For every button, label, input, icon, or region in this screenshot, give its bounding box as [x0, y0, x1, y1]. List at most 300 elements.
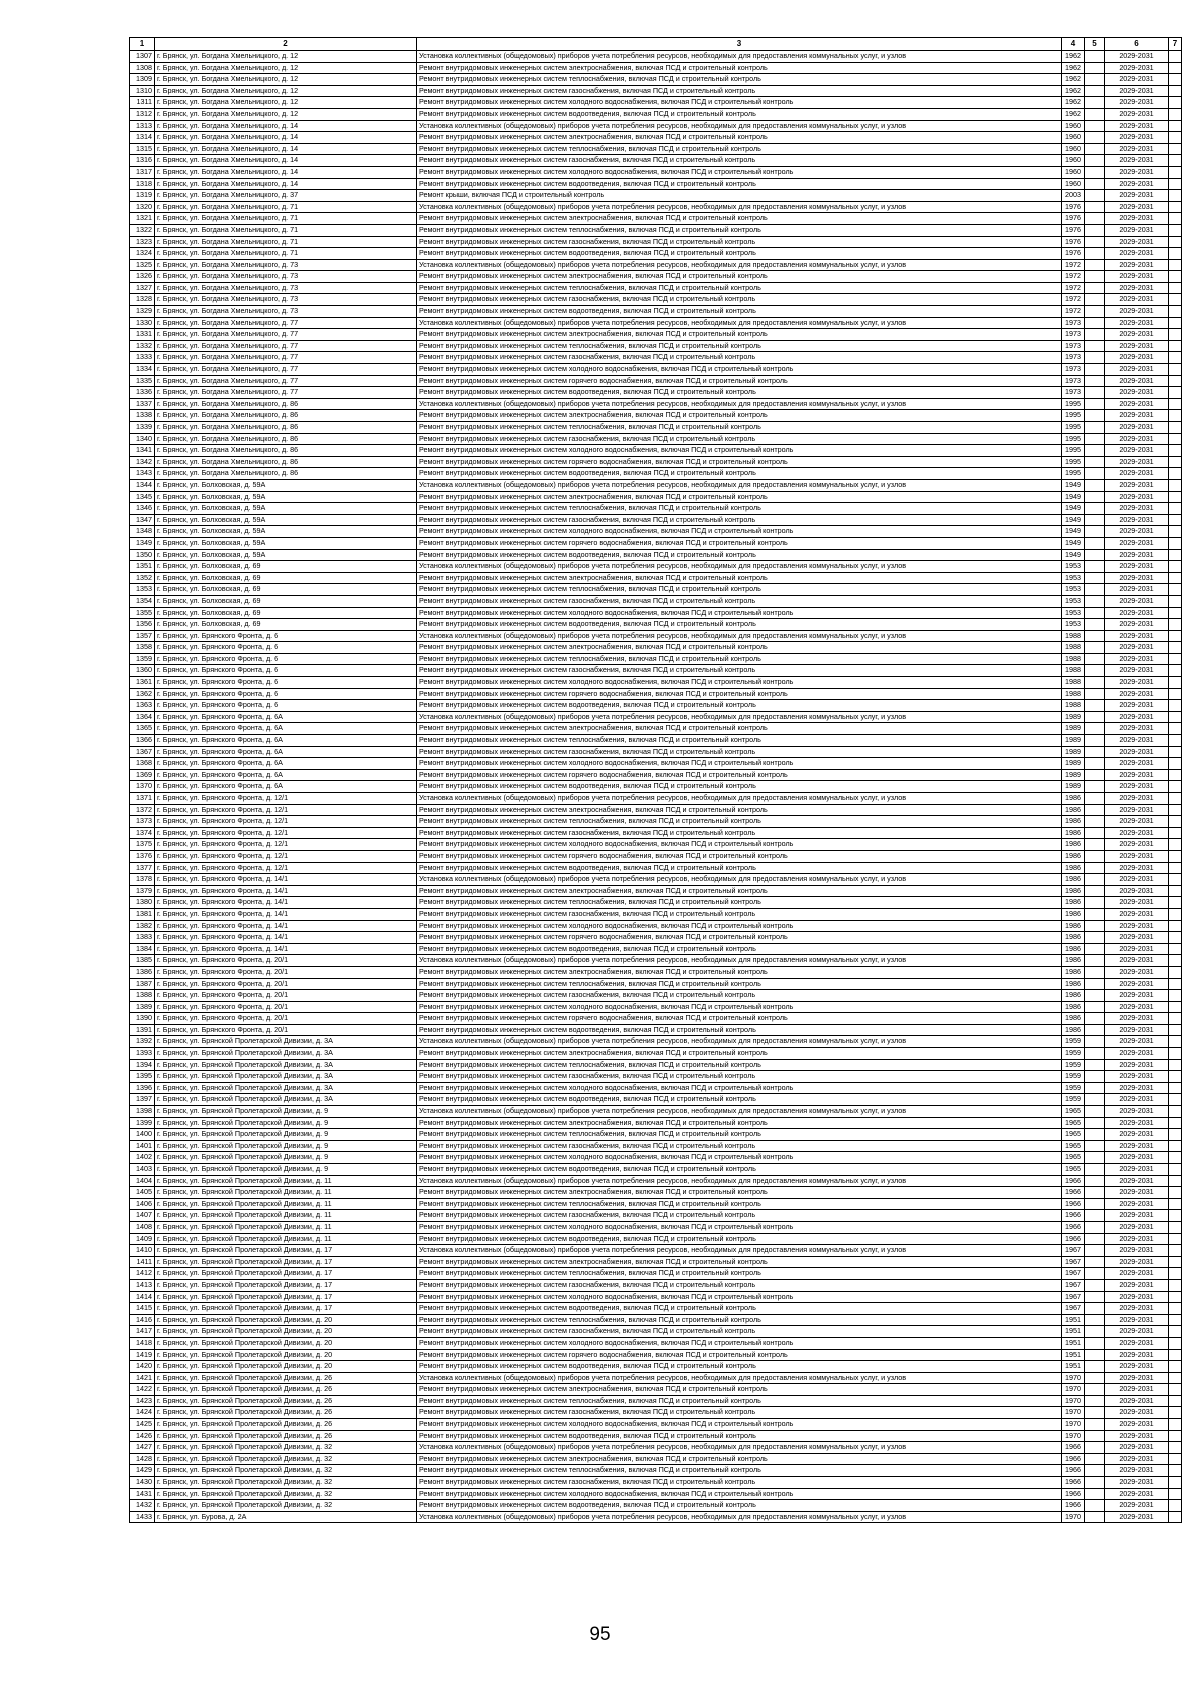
- work-type: Ремонт внутридомовых инженерных систем водоотведения, включая ПСД и строительный контроль: [417, 943, 1062, 955]
- work-type: Ремонт внутридомовых инженерных систем водоотведения, включая ПСД и строительный контроль: [417, 781, 1062, 793]
- table-row: [130, 1442, 1182, 1454]
- table-row: [130, 1164, 1182, 1176]
- row-number: 1348: [130, 526, 155, 538]
- year-built: 1959: [1062, 1071, 1085, 1083]
- year-built: 1962: [1062, 74, 1085, 86]
- row-number: 1310: [130, 85, 155, 97]
- cell-col-7: [1169, 1164, 1182, 1176]
- work-type: Ремонт внутридомовых инженерных систем водоотведения, включая ПСД и строительный контроль: [417, 1233, 1062, 1245]
- row-number: 1399: [130, 1117, 155, 1129]
- work-type: Ремонт внутридомовых инженерных систем холодного водоснабжения, включая ПСД и строительный контроль: [417, 1291, 1062, 1303]
- work-type: Ремонт внутридомовых инженерных систем газоснабжения, включая ПСД и строительный контроль: [417, 294, 1062, 306]
- address: г. Брянск, ул. Богдана Хмельницкого, д. 77: [155, 329, 417, 341]
- cell-col-7: [1169, 1477, 1182, 1489]
- cell-col-5: [1085, 1129, 1105, 1141]
- period: 2029-2031: [1105, 1221, 1169, 1233]
- address: г. Брянск, ул. Богдана Хмельницкого, д. 71: [155, 224, 417, 236]
- cell-col-5: [1085, 1013, 1105, 1025]
- address: г. Брянск, ул. Богдана Хмельницкого, д. 73: [155, 306, 417, 318]
- cell-col-7: [1169, 1303, 1182, 1315]
- row-number: 1363: [130, 700, 155, 712]
- period: 2029-2031: [1105, 677, 1169, 689]
- repair-schedule-table: [129, 37, 1182, 1523]
- cell-col-5: [1085, 908, 1105, 920]
- table-row: [130, 1198, 1182, 1210]
- address: г. Брянск, ул. Брянской Пролетарской Дивизии, д. 9: [155, 1140, 417, 1152]
- row-number: 1366: [130, 735, 155, 747]
- cell-col-5: [1085, 793, 1105, 805]
- period: 2029-2031: [1105, 445, 1169, 457]
- cell-col-7: [1169, 1465, 1182, 1477]
- cell-col-5: [1085, 1279, 1105, 1291]
- row-number: 1388: [130, 990, 155, 1002]
- year-built: 1973: [1062, 352, 1085, 364]
- year-built: 1976: [1062, 213, 1085, 225]
- work-type: Ремонт внутридомовых инженерных систем газоснабжения, включая ПСД и строительный контроль: [417, 1407, 1062, 1419]
- address: г. Брянск, ул. Брянской Пролетарской Дивизии, д. 11: [155, 1210, 417, 1222]
- row-number: 1393: [130, 1048, 155, 1060]
- cell-col-7: [1169, 804, 1182, 816]
- address: г. Брянск, ул. Брянского Фронта, д. 6А: [155, 735, 417, 747]
- work-type: Ремонт внутридомовых инженерных систем газоснабжения, включая ПСД и строительный контроль: [417, 1326, 1062, 1338]
- year-built: 1962: [1062, 62, 1085, 74]
- work-type: Ремонт внутридомовых инженерных систем водоотведения, включая ПСД и строительный контроль: [417, 1500, 1062, 1512]
- table-row: [130, 1256, 1182, 1268]
- cell-col-7: [1169, 1036, 1182, 1048]
- table-row: [130, 97, 1182, 109]
- work-type: Установка коллективных (общедомовых) приборов учета потребления ресурсов, необходимых для предоставления коммунальных услуг, и узлов: [417, 1106, 1062, 1118]
- cell-col-7: [1169, 1430, 1182, 1442]
- cell-col-5: [1085, 410, 1105, 422]
- row-number: 1374: [130, 827, 155, 839]
- year-built: 1966: [1062, 1488, 1085, 1500]
- cell-col-5: [1085, 1442, 1105, 1454]
- period: 2029-2031: [1105, 572, 1169, 584]
- table-row: [130, 166, 1182, 178]
- cell-col-7: [1169, 908, 1182, 920]
- cell-col-5: [1085, 1082, 1105, 1094]
- table-header-row: [130, 38, 1182, 51]
- address: г. Брянск, ул. Брянского Фронта, д. 12/1: [155, 850, 417, 862]
- period: 2029-2031: [1105, 1129, 1169, 1141]
- cell-col-7: [1169, 445, 1182, 457]
- row-number: 1391: [130, 1024, 155, 1036]
- cell-col-5: [1085, 735, 1105, 747]
- work-type: Ремонт внутридомовых инженерных систем водоотведения, включая ПСД и строительный контроль: [417, 108, 1062, 120]
- address: г. Брянск, ул. Брянского Фронта, д. 14/1: [155, 932, 417, 944]
- period: 2029-2031: [1105, 1430, 1169, 1442]
- table-row: [130, 862, 1182, 874]
- work-type: Ремонт внутридомовых инженерных систем теплоснабжения, включая ПСД и строительный контроль: [417, 1129, 1062, 1141]
- address: г. Брянск, ул. Брянского Фронта, д. 20/1: [155, 955, 417, 967]
- work-type: Ремонт внутридомовых инженерных систем газоснабжения, включая ПСД и строительный контроль: [417, 665, 1062, 677]
- table-row: [130, 294, 1182, 306]
- cell-col-7: [1169, 178, 1182, 190]
- cell-col-7: [1169, 688, 1182, 700]
- table-row: [130, 108, 1182, 120]
- row-number: 1395: [130, 1071, 155, 1083]
- row-number: 1354: [130, 595, 155, 607]
- work-type: Установка коллективных (общедомовых) приборов учета потребления ресурсов, необходимых для предоставления коммунальных услуг, и узлов: [417, 479, 1062, 491]
- period: 2029-2031: [1105, 248, 1169, 260]
- work-type: Ремонт внутридомовых инженерных систем водоотведения, включая ПСД и строительный контроль: [417, 468, 1062, 480]
- period: 2029-2031: [1105, 178, 1169, 190]
- work-type: Установка коллективных (общедомовых) приборов учета потребления ресурсов, необходимых для предоставления коммунальных услуг, и узлов: [417, 120, 1062, 132]
- table-row: [130, 897, 1182, 909]
- address: г. Брянск, ул. Богдана Хмельницкого, д. 71: [155, 236, 417, 248]
- cell-col-5: [1085, 201, 1105, 213]
- year-built: 1986: [1062, 943, 1085, 955]
- table-row: [130, 630, 1182, 642]
- period: 2029-2031: [1105, 595, 1169, 607]
- work-type: Ремонт внутридомовых инженерных систем водоотведения, включая ПСД и строительный контроль: [417, 306, 1062, 318]
- cell-col-5: [1085, 746, 1105, 758]
- work-type: Ремонт внутридомовых инженерных систем горячего водоснабжения, включая ПСД и строительный контроль: [417, 1349, 1062, 1361]
- work-type: Ремонт внутридомовых инженерных систем теплоснабжения, включая ПСД и строительный контроль: [417, 978, 1062, 990]
- address: г. Брянск, ул. Брянской Пролетарской Дивизии, д. 17: [155, 1256, 417, 1268]
- table-row: [130, 120, 1182, 132]
- row-number: 1344: [130, 479, 155, 491]
- cell-col-7: [1169, 642, 1182, 654]
- address: г. Брянск, ул. Брянского Фронта, д. 6А: [155, 769, 417, 781]
- year-built: 1965: [1062, 1164, 1085, 1176]
- year-built: 1966: [1062, 1453, 1085, 1465]
- table-row: [130, 1488, 1182, 1500]
- address: г. Брянск, ул. Богдана Хмельницкого, д. 86: [155, 468, 417, 480]
- address: г. Брянск, ул. Брянской Пролетарской Дивизии, д. 26: [155, 1419, 417, 1431]
- year-built: 1989: [1062, 781, 1085, 793]
- work-type: Ремонт внутридомовых инженерных систем холодного водоснабжения, включая ПСД и строительный контроль: [417, 758, 1062, 770]
- year-built: 1989: [1062, 723, 1085, 735]
- year-built: 1986: [1062, 990, 1085, 1002]
- year-built: 1973: [1062, 364, 1085, 376]
- work-type: Ремонт внутридомовых инженерных систем теплоснабжения, включая ПСД и строительный контроль: [417, 1314, 1062, 1326]
- table-row: [130, 537, 1182, 549]
- cell-col-5: [1085, 549, 1105, 561]
- row-number: 1384: [130, 943, 155, 955]
- row-number: 1325: [130, 259, 155, 271]
- period: 2029-2031: [1105, 920, 1169, 932]
- year-built: 1970: [1062, 1372, 1085, 1384]
- period: 2029-2031: [1105, 97, 1169, 109]
- address: г. Брянск, ул. Брянской Пролетарской Дивизии, д. 3А: [155, 1036, 417, 1048]
- period: 2029-2031: [1105, 201, 1169, 213]
- cell-col-7: [1169, 410, 1182, 422]
- cell-col-5: [1085, 1511, 1105, 1523]
- cell-col-5: [1085, 514, 1105, 526]
- work-type: Ремонт внутридомовых инженерных систем водоотведения, включая ПСД и строительный контроль: [417, 700, 1062, 712]
- cell-col-7: [1169, 514, 1182, 526]
- column-header-2: 2: [155, 38, 417, 51]
- year-built: 1986: [1062, 1024, 1085, 1036]
- period: 2029-2031: [1105, 468, 1169, 480]
- address: г. Брянск, ул. Болховская, д. 59А: [155, 549, 417, 561]
- period: 2029-2031: [1105, 619, 1169, 631]
- cell-col-7: [1169, 850, 1182, 862]
- cell-col-5: [1085, 1152, 1105, 1164]
- address: г. Брянск, ул. Брянского Фронта, д. 20/1: [155, 966, 417, 978]
- table-row: [130, 224, 1182, 236]
- page-number: 95: [589, 1624, 611, 1645]
- table-row: [130, 607, 1182, 619]
- cell-col-5: [1085, 1245, 1105, 1257]
- cell-col-5: [1085, 1314, 1105, 1326]
- period: 2029-2031: [1105, 1024, 1169, 1036]
- address: г. Брянск, ул. Богдана Хмельницкого, д. 14: [155, 178, 417, 190]
- work-type: Установка коллективных (общедомовых) приборов учета потребления ресурсов, необходимых для предоставления коммунальных услуг, и узлов: [417, 561, 1062, 573]
- row-number: 1426: [130, 1430, 155, 1442]
- cell-col-5: [1085, 1303, 1105, 1315]
- cell-col-7: [1169, 503, 1182, 515]
- period: 2029-2031: [1105, 259, 1169, 271]
- cell-col-5: [1085, 758, 1105, 770]
- cell-col-5: [1085, 1256, 1105, 1268]
- year-built: 1995: [1062, 433, 1085, 445]
- cell-col-5: [1085, 132, 1105, 144]
- column-header-5: 5: [1085, 38, 1105, 51]
- row-number: 1397: [130, 1094, 155, 1106]
- table-row: [130, 758, 1182, 770]
- cell-col-7: [1169, 978, 1182, 990]
- year-built: 1966: [1062, 1210, 1085, 1222]
- cell-col-7: [1169, 236, 1182, 248]
- address: г. Брянск, ул. Брянской Пролетарской Дивизии, д. 3А: [155, 1048, 417, 1060]
- cell-col-5: [1085, 723, 1105, 735]
- address: г. Брянск, ул. Брянского Фронта, д. 20/1: [155, 1024, 417, 1036]
- table-row: [130, 329, 1182, 341]
- cell-col-7: [1169, 1024, 1182, 1036]
- year-built: 1966: [1062, 1198, 1085, 1210]
- table-row: [130, 422, 1182, 434]
- work-type: Установка коллективных (общедомовых) приборов учета потребления ресурсов, необходимых для предоставления коммунальных услуг, и узлов: [417, 1245, 1062, 1257]
- period: 2029-2031: [1105, 1001, 1169, 1013]
- row-number: 1406: [130, 1198, 155, 1210]
- work-type: Установка коллективных (общедомовых) приборов учета потребления ресурсов, необходимых для предоставления коммунальных услуг, и узлов: [417, 51, 1062, 63]
- table-row: [130, 943, 1182, 955]
- table-row: [130, 1453, 1182, 1465]
- row-number: 1368: [130, 758, 155, 770]
- cell-col-5: [1085, 62, 1105, 74]
- row-number: 1362: [130, 688, 155, 700]
- row-number: 1338: [130, 410, 155, 422]
- year-built: 1953: [1062, 607, 1085, 619]
- cell-col-7: [1169, 398, 1182, 410]
- cell-col-7: [1169, 897, 1182, 909]
- period: 2029-2031: [1105, 1210, 1169, 1222]
- period: 2029-2031: [1105, 793, 1169, 805]
- year-built: 1973: [1062, 329, 1085, 341]
- row-number: 1349: [130, 537, 155, 549]
- period: 2029-2031: [1105, 1279, 1169, 1291]
- year-built: 1986: [1062, 1001, 1085, 1013]
- cell-col-7: [1169, 1279, 1182, 1291]
- table-row: [130, 1349, 1182, 1361]
- cell-col-5: [1085, 456, 1105, 468]
- cell-col-7: [1169, 201, 1182, 213]
- row-number: 1331: [130, 329, 155, 341]
- year-built: 1986: [1062, 827, 1085, 839]
- row-number: 1407: [130, 1210, 155, 1222]
- cell-col-5: [1085, 885, 1105, 897]
- period: 2029-2031: [1105, 688, 1169, 700]
- address: г. Брянск, ул. Богдана Хмельницкого, д. 77: [155, 364, 417, 376]
- period: 2029-2031: [1105, 862, 1169, 874]
- work-type: Ремонт внутридомовых инженерных систем водоотведения, включая ПСД и строительный контроль: [417, 1303, 1062, 1315]
- year-built: 1967: [1062, 1268, 1085, 1280]
- work-type: Ремонт внутридомовых инженерных систем электроснабжения, включая ПСД и строительный контроль: [417, 966, 1062, 978]
- year-built: 1986: [1062, 955, 1085, 967]
- period: 2029-2031: [1105, 1303, 1169, 1315]
- table-row: [130, 74, 1182, 86]
- year-built: 1967: [1062, 1291, 1085, 1303]
- cell-col-7: [1169, 51, 1182, 63]
- address: г. Брянск, ул. Брянского Фронта, д. 6: [155, 653, 417, 665]
- table-row: [130, 1129, 1182, 1141]
- cell-col-5: [1085, 874, 1105, 886]
- period: 2029-2031: [1105, 364, 1169, 376]
- address: г. Брянск, ул. Богдана Хмельницкого, д. 12: [155, 51, 417, 63]
- cell-col-5: [1085, 1291, 1105, 1303]
- year-built: 1972: [1062, 294, 1085, 306]
- table-row: [130, 1106, 1182, 1118]
- row-number: 1422: [130, 1384, 155, 1396]
- year-built: 1962: [1062, 85, 1085, 97]
- column-header-3: 3: [417, 38, 1062, 51]
- cell-col-7: [1169, 1291, 1182, 1303]
- address: г. Брянск, ул. Болховская, д. 59А: [155, 537, 417, 549]
- work-type: Ремонт внутридомовых инженерных систем холодного водоснабжения, включая ПСД и строительный контроль: [417, 677, 1062, 689]
- period: 2029-2031: [1105, 1372, 1169, 1384]
- work-type: Ремонт внутридомовых инженерных систем электроснабжения, включая ПСД и строительный контроль: [417, 1384, 1062, 1396]
- period: 2029-2031: [1105, 1164, 1169, 1176]
- year-built: 1959: [1062, 1094, 1085, 1106]
- work-type: Ремонт внутридомовых инженерных систем теплоснабжения, включая ПСД и строительный контроль: [417, 422, 1062, 434]
- address: г. Брянск, ул. Богдана Хмельницкого, д. 86: [155, 433, 417, 445]
- year-built: 1995: [1062, 422, 1085, 434]
- work-type: Ремонт внутридомовых инженерных систем горячего водоснабжения, включая ПСД и строительный контроль: [417, 375, 1062, 387]
- year-built: 1951: [1062, 1337, 1085, 1349]
- work-type: Ремонт внутридомовых инженерных систем электроснабжения, включая ПСД и строительный контроль: [417, 1187, 1062, 1199]
- year-built: 1959: [1062, 1048, 1085, 1060]
- work-type: Ремонт внутридомовых инженерных систем теплоснабжения, включая ПСД и строительный контроль: [417, 1465, 1062, 1477]
- cell-col-5: [1085, 572, 1105, 584]
- address: г. Брянск, ул. Богдана Хмельницкого, д. 73: [155, 259, 417, 271]
- address: г. Брянск, ул. Болховская, д. 69: [155, 619, 417, 631]
- cell-col-7: [1169, 62, 1182, 74]
- address: г. Брянск, ул. Богдана Хмельницкого, д. 12: [155, 62, 417, 74]
- cell-col-7: [1169, 479, 1182, 491]
- row-number: 1424: [130, 1407, 155, 1419]
- row-number: 1425: [130, 1419, 155, 1431]
- work-type: Ремонт внутридомовых инженерных систем теплоснабжения, включая ПСД и строительный контроль: [417, 143, 1062, 155]
- address: г. Брянск, ул. Брянского Фронта, д. 12/1: [155, 862, 417, 874]
- year-built: 1953: [1062, 584, 1085, 596]
- cell-col-7: [1169, 1071, 1182, 1083]
- year-built: 1995: [1062, 410, 1085, 422]
- table-row: [130, 1268, 1182, 1280]
- cell-col-5: [1085, 1453, 1105, 1465]
- work-type: Ремонт внутридомовых инженерных систем газоснабжения, включая ПСД и строительный контроль: [417, 433, 1062, 445]
- table-row: [130, 1059, 1182, 1071]
- period: 2029-2031: [1105, 897, 1169, 909]
- cell-col-5: [1085, 677, 1105, 689]
- cell-col-5: [1085, 966, 1105, 978]
- period: 2029-2031: [1105, 1326, 1169, 1338]
- cell-col-7: [1169, 166, 1182, 178]
- period: 2029-2031: [1105, 1094, 1169, 1106]
- year-built: 1995: [1062, 468, 1085, 480]
- address: г. Брянск, ул. Брянской Пролетарской Дивизии, д. 9: [155, 1152, 417, 1164]
- period: 2029-2031: [1105, 503, 1169, 515]
- cell-col-7: [1169, 97, 1182, 109]
- period: 2029-2031: [1105, 375, 1169, 387]
- address: г. Брянск, ул. Брянского Фронта, д. 6А: [155, 746, 417, 758]
- table-row: [130, 781, 1182, 793]
- period: 2029-2031: [1105, 352, 1169, 364]
- table-row: [130, 1372, 1182, 1384]
- year-built: 1972: [1062, 259, 1085, 271]
- row-number: 1337: [130, 398, 155, 410]
- table-row: [130, 990, 1182, 1002]
- row-number: 1359: [130, 653, 155, 665]
- table-row: [130, 1140, 1182, 1152]
- period: 2029-2031: [1105, 1140, 1169, 1152]
- cell-col-7: [1169, 74, 1182, 86]
- cell-col-5: [1085, 178, 1105, 190]
- cell-col-7: [1169, 746, 1182, 758]
- work-type: Установка коллективных (общедомовых) приборов учета потребления ресурсов, необходимых для предоставления коммунальных услуг, и узлов: [417, 955, 1062, 967]
- address: г. Брянск, ул. Болховская, д. 59А: [155, 514, 417, 526]
- year-built: 1986: [1062, 850, 1085, 862]
- row-number: 1316: [130, 155, 155, 167]
- address: г. Брянск, ул. Брянской Пролетарской Дивизии, д. 17: [155, 1268, 417, 1280]
- work-type: Установка коллективных (общедомовых) приборов учета потребления ресурсов, необходимых для предоставления коммунальных услуг, и узлов: [417, 1442, 1062, 1454]
- cell-col-7: [1169, 990, 1182, 1002]
- address: г. Брянск, ул. Богдана Хмельницкого, д. 37: [155, 190, 417, 202]
- cell-col-5: [1085, 943, 1105, 955]
- table-row: [130, 433, 1182, 445]
- cell-col-5: [1085, 653, 1105, 665]
- row-number: 1364: [130, 711, 155, 723]
- row-number: 1373: [130, 816, 155, 828]
- year-built: 1970: [1062, 1419, 1085, 1431]
- work-type: Ремонт внутридомовых инженерных систем газоснабжения, включая ПСД и строительный контроль: [417, 1210, 1062, 1222]
- table-row: [130, 178, 1182, 190]
- work-type: Ремонт внутридомовых инженерных систем газоснабжения, включая ПСД и строительный контроль: [417, 514, 1062, 526]
- work-type: Ремонт внутридомовых инженерных систем холодного водоснабжения, включая ПСД и строительный контроль: [417, 920, 1062, 932]
- cell-col-5: [1085, 1384, 1105, 1396]
- cell-col-7: [1169, 1500, 1182, 1512]
- year-built: 1967: [1062, 1303, 1085, 1315]
- year-built: 1960: [1062, 166, 1085, 178]
- cell-col-7: [1169, 1117, 1182, 1129]
- row-number: 1339: [130, 422, 155, 434]
- table-row: [130, 1477, 1182, 1489]
- work-type: Ремонт внутридомовых инженерных систем водоотведения, включая ПСД и строительный контроль: [417, 549, 1062, 561]
- cell-col-5: [1085, 282, 1105, 294]
- address: г. Брянск, ул. Брянского Фронта, д. 6: [155, 688, 417, 700]
- cell-col-7: [1169, 735, 1182, 747]
- work-type: Ремонт внутридомовых инженерных систем электроснабжения, включая ПСД и строительный контроль: [417, 572, 1062, 584]
- cell-col-7: [1169, 433, 1182, 445]
- table-row: [130, 259, 1182, 271]
- cell-col-7: [1169, 1453, 1182, 1465]
- year-built: 1970: [1062, 1430, 1085, 1442]
- address: г. Брянск, ул. Брянского Фронта, д. 12/1: [155, 793, 417, 805]
- table-row: [130, 572, 1182, 584]
- cell-col-5: [1085, 1106, 1105, 1118]
- year-built: 1973: [1062, 375, 1085, 387]
